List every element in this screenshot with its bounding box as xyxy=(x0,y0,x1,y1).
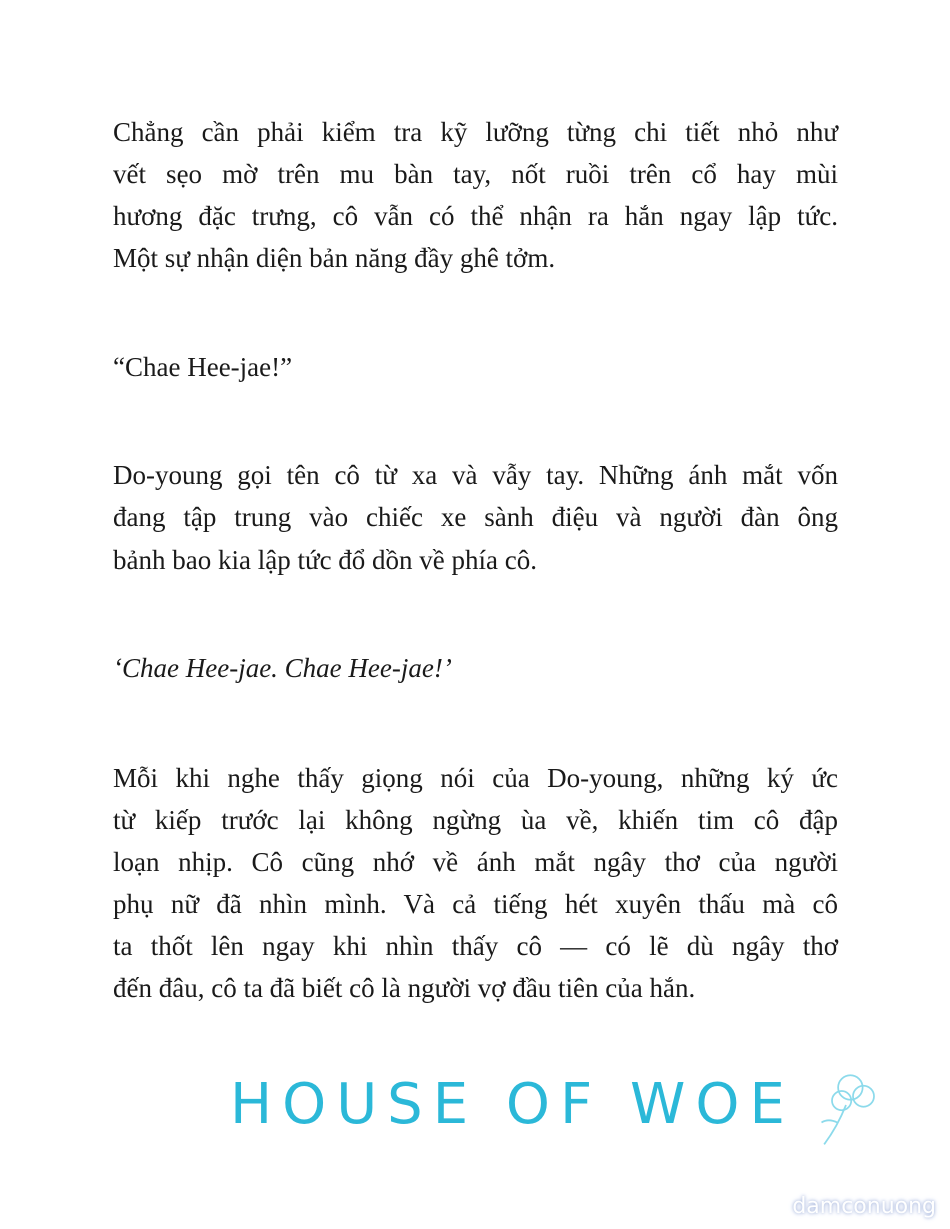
paragraph-1-line: Chẳng cần phải kiểm tra kỹ lưỡng từng chi tiết nhỏ như xyxy=(113,117,838,147)
paragraph-5-line: phụ nữ đã nhìn mình. Và cả tiếng hét xuyên thấu mà cô xyxy=(113,889,838,919)
paragraph-3-line: bảnh bao kia lập tức đổ dồn về phía cô. xyxy=(113,545,538,575)
paragraph-5-line: từ kiếp trước lại không ngừng ùa về, khiến tim cô đập xyxy=(113,805,838,835)
paragraph-5-line: đến đâu, cô ta đã biết cô là người vợ đầu tiên của hắn. xyxy=(113,973,696,1003)
document-body xyxy=(113,0,838,1020)
flower-watermark-icon xyxy=(811,1061,881,1149)
house-of-woe-watermark: HOUSE OF WOE xyxy=(230,1072,795,1137)
paragraph-5-line: loạn nhịp. Cô cũng nhớ về ánh mắt ngây thơ của người xyxy=(113,847,838,877)
watermark-group xyxy=(230,1060,881,1150)
thought-line: ‘Chae Hee-jae. Chae Hee-jae!’ xyxy=(113,653,452,683)
paragraph-5-line: Mỗi khi nghe thấy giọng nói của Do-young, những ký ức xyxy=(113,763,838,793)
paragraph-5-line: ta thốt lên ngay khi nhìn thấy cô — có lẽ dù ngây thơ xyxy=(113,931,838,961)
site-watermark: damconuong xyxy=(792,1194,936,1219)
dialogue-line: “Chae Hee-jae!” xyxy=(113,352,293,382)
paragraph-3-line: Do-young gọi tên cô từ xa và vẫy tay. Những ánh mắt vốn xyxy=(113,460,838,490)
paragraph-1-line: Một sự nhận diện bản năng đầy ghê tởm. xyxy=(113,243,556,273)
paragraph-3-line: đang tập trung vào chiếc xe sành điệu và người đàn ông xyxy=(113,502,838,532)
paragraph-1-line: vết sẹo mờ trên mu bàn tay, nốt ruồi trên cổ hay mùi xyxy=(113,159,838,189)
paragraph-1-line: hương đặc trưng, cô vẫn có thể nhận ra hắn ngay lập tức. xyxy=(113,201,838,231)
